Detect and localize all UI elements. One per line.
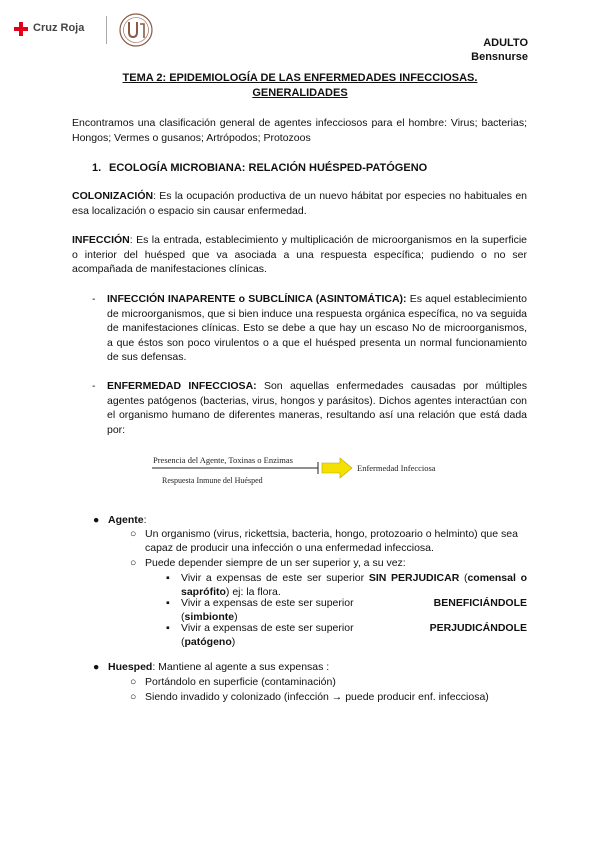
huesped-sub-2: [130, 690, 489, 704]
arrow-icon: [322, 458, 352, 478]
cruz-roja-logo: Cruz Roja: [33, 22, 85, 34]
item-text: Vivir a expensas de este ser superior: [181, 572, 369, 584]
huesped-text: : Mantiene al agente a sus expensas :: [152, 661, 330, 673]
page-title: [72, 71, 528, 101]
intro-paragraph: Encontramos una clasificación general de agentes infecciosos para el hombre: Virus; bacterias; Hongos; Vermes o gusanos; Artrópodos; Protozoos: [72, 117, 527, 144]
huesped-sub-2-text: Siendo invadido y colonizado (infección → puede producir enf. infecciosa): [145, 691, 489, 703]
sub-bullet-marker: ○: [130, 557, 137, 569]
bullet-marker: ●: [93, 514, 100, 526]
dash-marker: -: [92, 380, 96, 392]
diagram-top-label: Presencia del Agente, Toxinas o Enzimas: [153, 455, 293, 465]
item-text: Vivir a expensas de este ser superior: [181, 597, 354, 609]
item-text: (: [181, 611, 185, 623]
section-label: ECOLOGÍA MICROBIANA: RELACIÓN HUÉSPED-PATÓGENO: [109, 162, 428, 174]
square-bullet-marker: ▪: [166, 572, 170, 584]
item-bold: patógeno: [184, 636, 232, 648]
huesped-sub-1: [130, 675, 336, 689]
title-line-2: GENERALIDADES: [252, 87, 348, 99]
item-text: (: [181, 636, 185, 648]
infection-diagram: [150, 452, 450, 488]
item-bold: comensal o saprófito: [181, 572, 528, 598]
item-text: ): [231, 636, 236, 648]
huesped-term: Huesped: [108, 661, 153, 673]
agente-sub-1: [130, 527, 527, 555]
item-text: (: [459, 572, 468, 584]
agente-term: Agente: [108, 514, 144, 526]
diagram-bottom-label: Respuesta Inmune del Huésped: [162, 476, 263, 485]
square-bullet-marker: ▪: [166, 597, 170, 609]
infeccion-term: INFECCIÓN: [72, 234, 130, 246]
section-heading: [92, 162, 427, 174]
agente-item-simbionte: [166, 596, 527, 624]
agente-sub-2: [130, 556, 527, 570]
item-bold: BENEFICIÁNDOLE: [433, 597, 527, 609]
sub-bullet-marker: ○: [130, 691, 137, 703]
inaparente-term: INFECCIÓN INAPARENTE o SUBCLÍNICA (ASINTOMÁTICA):: [107, 293, 407, 305]
dash-marker: -: [92, 293, 96, 305]
square-bullet-marker: ▪: [166, 622, 170, 634]
agente-item-comensal: [166, 571, 528, 599]
sub-bullet-marker: ○: [130, 528, 137, 540]
agente-bullet: [93, 513, 147, 527]
agente-sub-2-text: Puede depender siempre de un ser superior y, a su vez:: [145, 557, 406, 569]
huesped-bullet: [93, 660, 330, 674]
author-label: Bensnurse: [471, 51, 528, 63]
enfermedad-term: ENFERMEDAD INFECCIOSA:: [107, 380, 257, 392]
logo-divider: [106, 16, 107, 44]
huesped-sub-1-text: Portándolo en superficie (contaminación): [145, 676, 336, 688]
colonizacion-text: : Es la ocupación productiva de un nuevo hábitat por especies no habituales en esa localización o espacio sin causar enfermedad.: [72, 190, 527, 217]
bullet-marker: ●: [93, 661, 100, 673]
enfermedad-text: Son aquellas enfermedades causadas por múltiples agentes patógenos (bacterias, virus, hongos y parásitos). Dichos agentes interactúan con el organismo humano de diferentes maneras, resultando así una relación que está dada por:: [107, 380, 527, 436]
diagram-result-label: Enfermedad Infecciosa: [357, 463, 436, 473]
item-bold: SIN PERJUDICAR: [368, 572, 460, 584]
inaparente-text: Es aquel establecimiento de microorganismos, que si bien induce una respuesta orgánica específica, no va seguida de manifestaciones clínicas. Esto se debe a que hay un escaso No de microorganismos, a que éstos son poco virulentos o a que el huésped presenta un normal funcionamiento de sus defensas.: [107, 293, 528, 363]
university-seal-icon: [118, 12, 154, 48]
item-text: Vivir a expensas de este ser superior: [181, 622, 354, 634]
infeccion-paragraph: [72, 233, 527, 277]
item-bold: simbionte: [184, 611, 235, 623]
agente-sub-1-text: Un organismo (virus, rickettsia, bacteria, hongo, protozoario o helminto) que sea capaz de producir una infección o una enfermedad infecciosa.: [145, 528, 518, 554]
title-line-1: TEMA 2: EPIDEMIOLOGÍA DE LAS ENFERMEDADES INFECCIOSAS.: [122, 72, 478, 84]
section-number: 1.: [92, 162, 102, 174]
item-text: ) ej: la flora.: [225, 586, 281, 598]
colonizacion-paragraph: [72, 189, 527, 218]
enfermedad-item: [92, 379, 527, 437]
agente-item-patogeno: [166, 621, 527, 649]
sub-bullet-marker: ○: [130, 676, 137, 688]
inaparente-item: [92, 292, 527, 365]
document-tag: [471, 36, 528, 64]
infeccion-text: : Es la entrada, establecimiento y multiplicación de microorganismos en la superficie o interior del huésped que va asociada a una respuesta específica; pudiendo o no ser acompañada de manifestaciones clínicas.: [72, 234, 527, 275]
red-cross-icon: [14, 22, 28, 36]
item-text: ): [234, 611, 238, 623]
agente-colon: :: [143, 514, 147, 526]
colonizacion-term: COLONIZACIÓN: [72, 190, 154, 202]
item-bold: PERJUDICÁNDOLE: [429, 622, 527, 634]
level-label: ADULTO: [483, 37, 528, 49]
